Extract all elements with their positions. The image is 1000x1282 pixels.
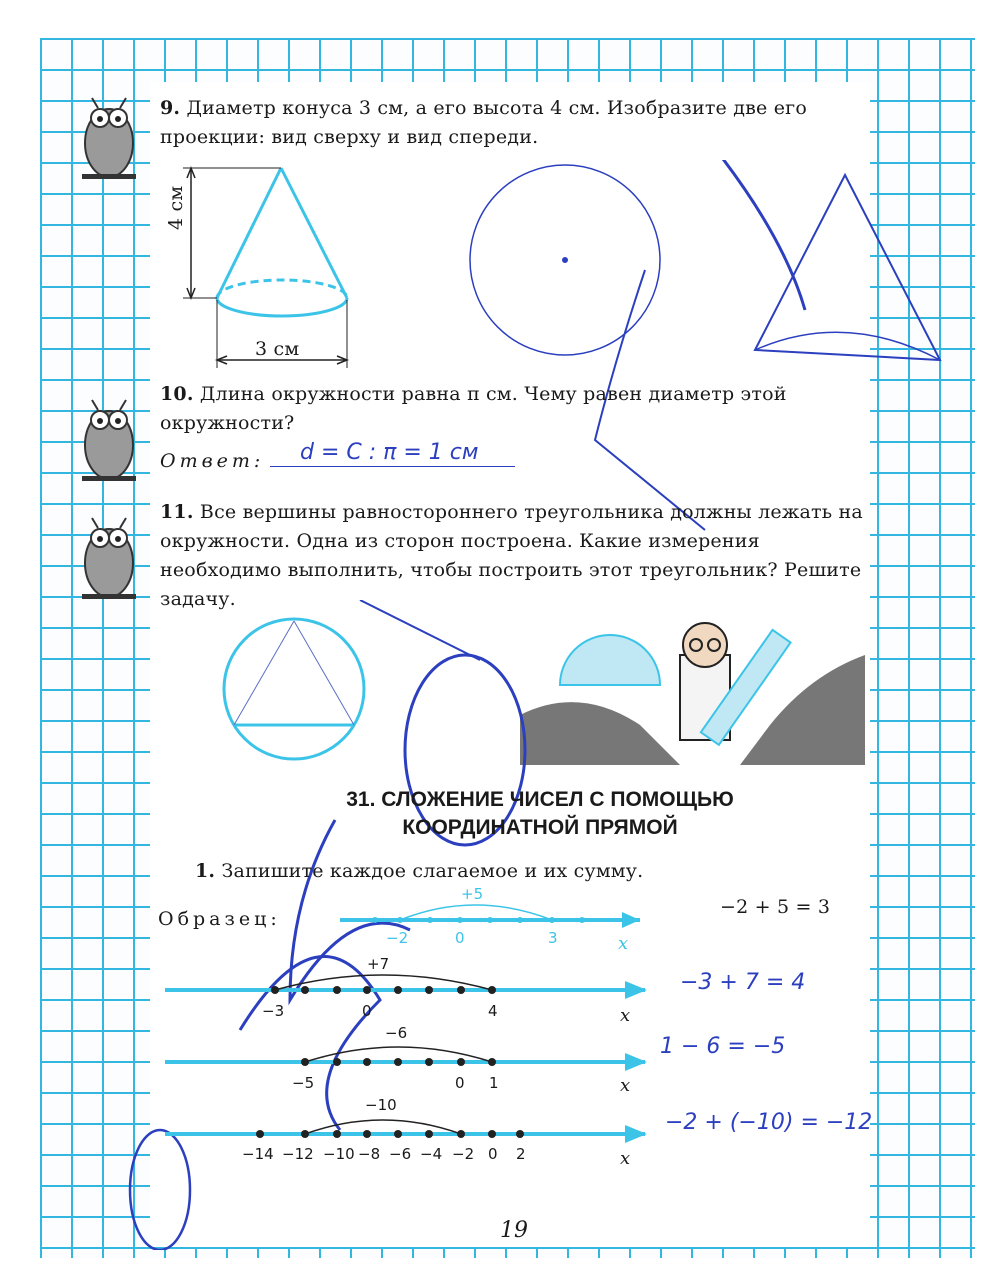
line-3-answer: 1 − 6 = −5: [660, 1034, 786, 1059]
page-number: 19: [500, 1218, 528, 1243]
owl-icon: [78, 390, 140, 485]
line-4-tick-5: −6: [389, 1145, 412, 1163]
line-4-tick-7: −2: [452, 1145, 475, 1163]
line-3-tick-2: 0: [455, 1074, 465, 1092]
section-title-line1: 31. СЛОЖЕНИЕ ЧИСЕЛ С ПОМОЩЬЮ: [346, 788, 734, 811]
line-2-step: +7: [367, 955, 390, 973]
task-11-number: 11.: [160, 501, 194, 523]
task-9: [160, 94, 870, 152]
line-4-step: −10: [365, 1096, 397, 1114]
line-3-step: −6: [385, 1024, 408, 1042]
task-1-text: Запишите каждое слагаемое и их сумму.: [221, 860, 644, 882]
sample-equation: −2 + 5 = 3: [720, 896, 831, 918]
line-3-tick-3: 1: [489, 1074, 499, 1092]
task-9-text: Диаметр конуса 3 см, а его высота 4 см. Изобразите две его проекции: вид сверху и вид спереди.: [160, 97, 807, 148]
line-4-tick-6: −4: [420, 1145, 443, 1163]
answer-handwritten: d = C : π = 1 см: [300, 440, 479, 465]
task-9-number: 9.: [160, 97, 181, 119]
section-title-line2: КООРДИНАТНОЙ ПРЯМОЙ: [402, 816, 678, 839]
line-2-tick-2: 0: [362, 1002, 372, 1020]
owl-icon: [78, 508, 140, 603]
answer-line: [270, 466, 515, 467]
line-2-tick-1: −3: [262, 1002, 285, 1020]
line-2-tick-3: 4: [488, 1002, 498, 1020]
line-4-tick-4: −8: [358, 1145, 381, 1163]
line-4-tick-9: 2: [516, 1145, 526, 1163]
line-2-answer: −3 + 7 = 4: [680, 970, 806, 995]
line-4-tick-8: 0: [488, 1145, 498, 1163]
sample-tick-2: 0: [455, 929, 465, 947]
line-4-axis-var: x: [620, 1148, 631, 1169]
task-11-text: Все вершины равностороннего треугольника должны лежать на окружности. Одна из сторон построена. Какие измерения необходимо выполнить, чтобы построить этот треугольник? Решите задачу.: [160, 501, 863, 610]
task-1-number: 1.: [195, 860, 216, 882]
line-4-answer: −2 + (−10) = −12: [665, 1110, 873, 1135]
answer-label: Ответ:: [160, 450, 265, 472]
task-10-number: 10.: [160, 383, 194, 405]
number-line-2: [165, 960, 655, 1010]
line-2-axis-var: x: [620, 1005, 631, 1026]
cone-height-label: 4 см: [165, 185, 187, 230]
line-4-tick-2: −12: [282, 1145, 314, 1163]
sample-tick-1: −2: [386, 929, 409, 947]
sample-tick-3: 3: [548, 929, 558, 947]
owl-icon: [78, 88, 140, 183]
sample-step: +5: [461, 885, 484, 903]
handwritten-sketch: [455, 160, 955, 540]
line-4-tick-3: −10: [323, 1145, 355, 1163]
task-11: [160, 498, 870, 614]
task-10-text: Длина окружности равна π см. Чему равен диаметр этой окружности?: [160, 383, 787, 434]
cone-diameter-label: 3 см: [255, 338, 300, 360]
sample-axis-var: x: [618, 933, 629, 954]
sample-label: Образец:: [158, 908, 281, 930]
line-3-axis-var: x: [620, 1075, 631, 1096]
number-line-3: [165, 1032, 655, 1082]
task-10: [160, 380, 870, 438]
line-3-tick-1: −5: [292, 1074, 315, 1092]
line-4-tick-1: −14: [242, 1145, 274, 1163]
